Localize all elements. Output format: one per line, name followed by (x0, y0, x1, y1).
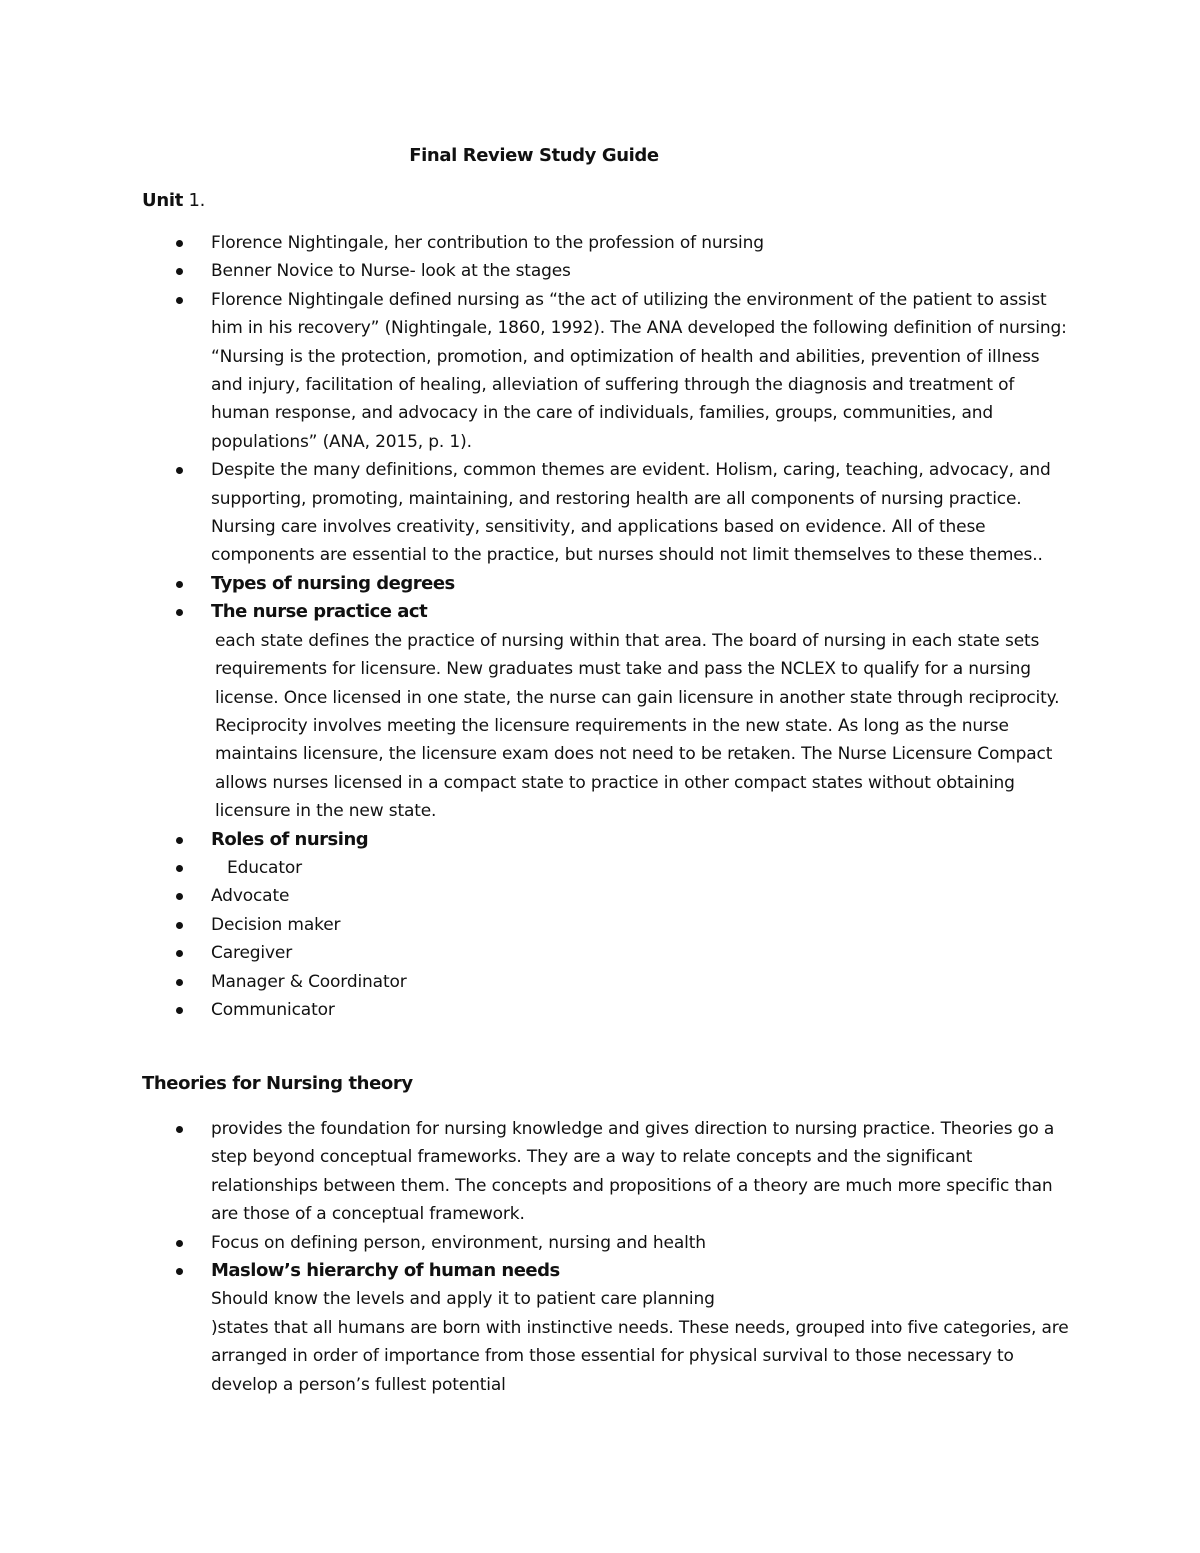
bullet-icon (176, 240, 183, 247)
nurse-practice-act-text: each state defines the practice of nursing within that area. The board of nursing in each state sets requirements for licensure. New graduates must take and pass the NCLEX to qualify for a nursing license. Once licensed in one state, the nurse can gain licensure in another state through reciprocity. Reciprocity involves meeting the licensure requirements in the new state. As long as the nurse maintains licensure, the licensure exam does not need to be retaken. The Nurse Licensure Compact allows nurses licensed in a compact state to practice in other compact states without obtaining licensure in the new state. (215, 630, 1060, 822)
list-item: Advocate (0, 882, 1200, 910)
bullet-icon (176, 893, 183, 900)
bullet-icon (176, 609, 183, 616)
bullet-icon (176, 581, 183, 588)
unit-label: Unit (142, 190, 184, 211)
bullet-icon (176, 979, 183, 986)
maslow-text: )states that all humans are born with instinctive needs. These needs, grouped into five categories, are arranged in order of importance from those essential for physical survival to those necessary to develop a person’s fullest potential (211, 1317, 1069, 1395)
bullet-icon (176, 268, 183, 275)
unit-number: 1. (188, 190, 206, 211)
unit-heading (142, 189, 205, 213)
list-item: Communicator (0, 996, 1200, 1024)
list-item: The nurse practice act each state defines the practice of nursing within that area. The board of nursing in each state sets requirements for licensure. New graduates must take and pass the NCLEX to qualify for a nursing license. Once licensed in one state, the nurse can gain licensure in another state through reciprocity. Reciprocity involves meeting the licensure requirements in the new state. As long as the nurse maintains licensure, the licensure exam does not need to be retaken. The Nurse Licensure Compact allows nurses licensed in a compact state to practice in other compact states without obtaining licensure in the new state. (0, 598, 1200, 825)
list-item: Focus on defining person, environment, nursing and health (0, 1229, 1200, 1257)
list-item: Maslow’s hierarchy of human needs Should know the levels and apply it to patient care planning )states that all humans are born with instinctive needs. These needs, grouped into five categories, are arranged in order of importance from those essential for physical survival to those necessary to develop a person’s fullest potential (0, 1257, 1200, 1399)
theories-list (0, 1115, 1200, 1399)
bullet-icon (176, 1268, 183, 1275)
page-title: Final Review Study Guide (409, 145, 659, 166)
list-item: Florence Nightingale defined nursing as “the act of utilizing the environment of the patient to assist him in his recovery” (Nightingale, 1860, 1992). The ANA developed the following definition of nursing: “Nursing is the protection, promotion, and optimization of health and abilities, prevention of illness and injury, facilitation of healing, alleviation of suffering through the diagnosis and treatment of human response, and advocacy in the care of individuals, families, groups, communities, and populations” (ANA, 2015, p. 1). (0, 286, 1200, 456)
bullet-icon (176, 1007, 183, 1014)
list-item: Roles of nursing (0, 826, 1200, 854)
list-item: Manager & Coordinator (0, 968, 1200, 996)
list-item: Caregiver (0, 939, 1200, 967)
list-item: Benner Novice to Nurse- look at the stages (0, 257, 1200, 285)
bullet-icon (176, 865, 183, 872)
bullet-icon (176, 467, 183, 474)
bullet-icon (176, 297, 183, 304)
list-item: Types of nursing degrees (0, 570, 1200, 598)
list-item: Decision maker (0, 911, 1200, 939)
bullet-icon (176, 922, 183, 929)
bullet-icon (176, 950, 183, 957)
list-item: provides the foundation for nursing knowledge and gives direction to nursing practice. Theories go a step beyond conceptual frameworks. They are a way to relate concepts and the significant relationships between them. The concepts and propositions of a theory are much more specific than are those of a conceptual framework. (0, 1115, 1200, 1229)
list-item: Florence Nightingale, her contribution to the profession of nursing (0, 229, 1200, 257)
theories-heading: Theories for Nursing theory (142, 1073, 413, 1094)
bullet-icon (176, 1240, 183, 1247)
unit1-list (0, 229, 1200, 1024)
bullet-icon (176, 1126, 183, 1133)
maslow-note: Should know the levels and apply it to patient care planning (211, 1289, 715, 1310)
list-item: Despite the many definitions, common themes are evident. Holism, caring, teaching, advocacy, and supporting, promoting, maintaining, and restoring health are all components of nursing practice. Nursing care involves creativity, sensitivity, and applications based on evidence. All of these components are essential to the practice, but nurses should not limit themselves to these themes.. (0, 456, 1200, 570)
list-item: Educator (0, 854, 1200, 882)
bullet-icon (176, 837, 183, 844)
